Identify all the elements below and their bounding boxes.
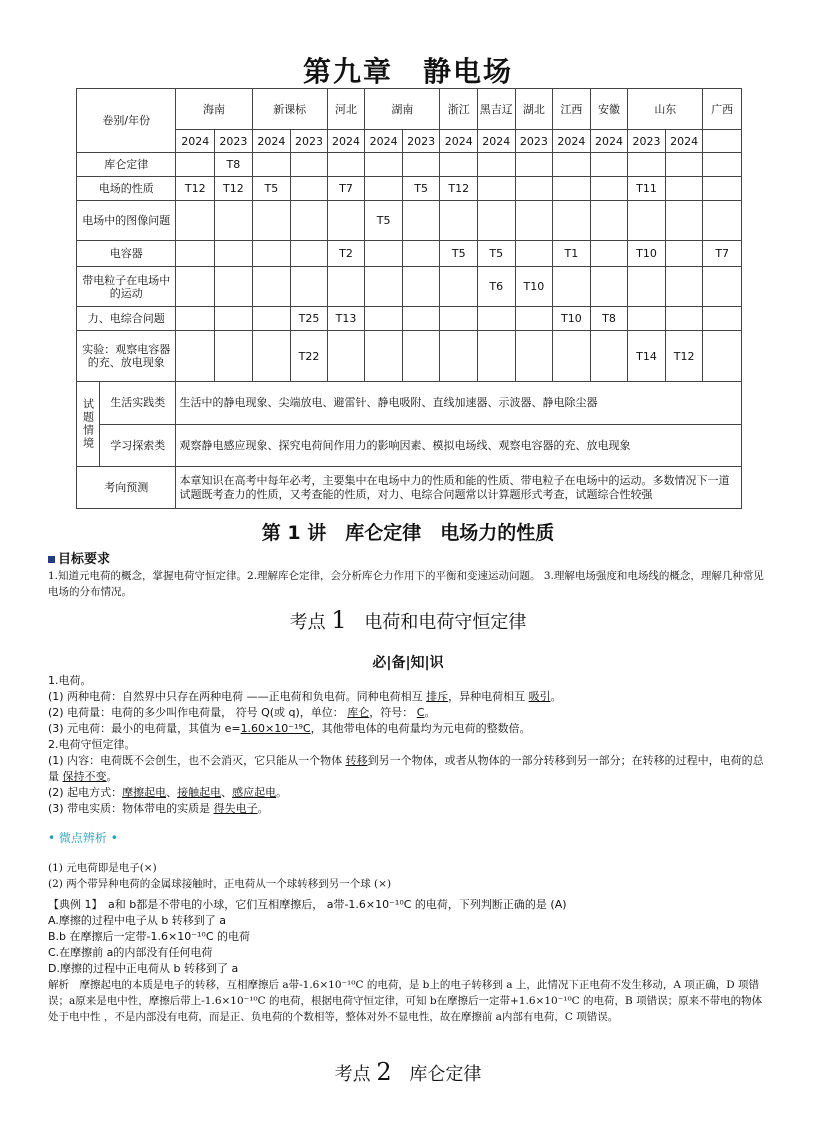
goals-text: 1.知道元电荷的概念，掌握电荷守恒定律。2.理解库仑定律，会分析库仑力作用下的平衡和变速运动问题。 3.理解电场强度和电场线的概念，理解几种常见电场的分布情况。 (48, 570, 764, 598)
year-cell: 2024 (478, 130, 516, 153)
topic-label: 电容器 (77, 241, 176, 267)
question-cell (176, 201, 215, 241)
judge-item: (2) 两个带异种电荷的金属球接触时，正电荷从一个球转移到另一个球 (×) (48, 878, 392, 890)
question-cell (515, 177, 553, 201)
question-cell: T12 (440, 177, 478, 201)
question-cell: T2 (327, 241, 365, 267)
question-cell (252, 201, 291, 241)
topic-row (77, 307, 742, 331)
question-cell (402, 153, 440, 177)
kp2-prefix: 考点 (334, 1064, 371, 1085)
question-cell (665, 201, 703, 241)
year-cell: 2024 (365, 130, 403, 153)
option-a: A.摩擦的过程中电子从 b 转移到了 a (48, 914, 227, 927)
question-cell: T22 (291, 331, 328, 382)
table-header-label: 卷别/年份 (77, 89, 176, 153)
question-cell: T7 (327, 177, 365, 201)
question-cell (291, 241, 328, 267)
question-cell (365, 153, 403, 177)
kp2-num: 2 (376, 1058, 392, 1086)
question-cell (402, 307, 440, 331)
year-cell: 2024 (553, 130, 591, 153)
kp2-title (0, 1058, 816, 1086)
goals-heading-text: 目标要求 (58, 552, 111, 567)
question-cell (703, 267, 742, 307)
question-cell (252, 241, 291, 267)
topic-row (77, 177, 742, 201)
question-cell (628, 267, 666, 307)
question-cell (665, 307, 703, 331)
study-label: 学习探索类 (110, 438, 166, 452)
region-header: 新课标 (252, 89, 327, 130)
question-cell: T8 (215, 153, 253, 177)
topic-label: 电场中的图像问题 (77, 201, 176, 241)
question-cell (402, 331, 440, 382)
question-cell (440, 201, 478, 241)
question-cell (365, 267, 403, 307)
question-cell (215, 241, 253, 267)
region-header: 湖北 (515, 89, 553, 130)
option-b: B.b 在摩擦后一定带-1.6×10⁻¹⁰C 的电荷 (48, 930, 251, 943)
content-line: 1.电荷。 (48, 674, 92, 687)
question-cell (515, 201, 553, 241)
question-cell (327, 153, 365, 177)
question-cell (478, 331, 516, 382)
topic-row (77, 331, 742, 382)
question-cell (327, 331, 365, 382)
question-cell (365, 241, 403, 267)
question-cell (291, 201, 328, 241)
year-cell: 2023 (402, 130, 440, 153)
situation-label: 试题情境 (77, 382, 100, 466)
year-cell: 2023 (515, 130, 553, 153)
question-cell (327, 267, 365, 307)
question-cell (215, 201, 253, 241)
content-line: (3) 元电荷：最小的电荷量，其值为 e=1.60×10⁻¹⁹C，其他带电体的电荷量均为元电荷的整数倍。 (48, 722, 531, 735)
content-line: (2) 起电方式：摩擦起电、接触起电、感应起电。 (48, 786, 288, 799)
region-header: 黑吉辽 (478, 89, 516, 130)
question-cell (665, 241, 703, 267)
exam-distribution-table (76, 88, 742, 509)
question-cell (402, 241, 440, 267)
question-cell (590, 241, 628, 267)
question-cell: T5 (478, 241, 516, 267)
question-cell (176, 307, 215, 331)
topic-label: 实验：观察电容器的充、放电现象 (77, 331, 176, 382)
question-cell (252, 331, 291, 382)
question-cell: T6 (478, 267, 516, 307)
question-cell (291, 177, 328, 201)
analysis-text: 解析 摩擦起电的本质是电子的转移，互相摩擦后 a带-1.6×10⁻¹⁰C 的电荷，是 b上的电子转移到 a 上，此情况下正电荷不发生移动，A 项正确，D 项错误；a原来是电中性，摩擦后带上-1.6×10⁻¹⁰C 的电荷，根据电荷守恒定律，可知 b在摩擦后一定带+1.6×10⁻¹⁰C 的电荷，B 项错误；原来不带电的物体处于电中性 ，不是内部没有电荷，而是正、负电荷的个数相等，整体对外不显电性，故在摩擦前 a内部有电荷，C 项错误。 (48, 979, 763, 1023)
question-cell: T25 (291, 307, 328, 331)
life-label: 生活实践类 (100, 382, 175, 425)
question-cell: T12 (665, 331, 703, 382)
question-cell (440, 331, 478, 382)
question-cell (703, 331, 742, 382)
question-cell (515, 331, 553, 382)
question-cell (628, 201, 666, 241)
question-cell (176, 331, 215, 382)
content-line: (2) 电荷量：电荷的多少叫作电荷量， 符号 Q(或 q)，单位： 库仑，符号： C。 (48, 706, 436, 719)
question-cell (176, 267, 215, 307)
year-cell: 2023 (291, 130, 328, 153)
example-block (48, 897, 768, 1025)
year-cell: 2024 (665, 130, 703, 153)
question-cell (590, 267, 628, 307)
question-cell: T13 (327, 307, 365, 331)
question-cell: T1 (553, 241, 591, 267)
forecast-text: 本章知识在高考中每年必考，主要集中在电场中力的性质和能的性质、带电粒子在电场中的运动。多数情况下一道试题既考查力的性质，又考查能的性质，对力、电综合问题常以计算题形式考查，试题综合性较强 (176, 467, 742, 509)
kp1-prefix: 考点 (289, 612, 326, 633)
year-cell: 2024 (440, 130, 478, 153)
question-cell: T14 (628, 331, 666, 382)
question-cell (590, 177, 628, 201)
content-line: 2.电荷守恒定律。 (48, 738, 136, 751)
year-cell: 2023 (628, 130, 666, 153)
question-cell (553, 201, 591, 241)
square-bullet-icon (48, 556, 55, 563)
question-cell (215, 267, 253, 307)
question-cell (703, 153, 742, 177)
topic-label: 带电粒子在电场中的运动 (77, 267, 176, 307)
year-cell: 2024 (252, 130, 291, 153)
question-cell (478, 177, 516, 201)
question-cell (440, 153, 478, 177)
question-cell (628, 153, 666, 177)
question-cell (553, 331, 591, 382)
question-cell (252, 307, 291, 331)
question-cell (215, 331, 253, 382)
lecture-title: 第 1 讲 库仑定律 电场力的性质 (261, 522, 555, 544)
region-header: 安徽 (590, 89, 628, 130)
weidian-heading: • 微点辨析 • (48, 831, 118, 845)
question-cell (515, 153, 553, 177)
question-cell (553, 177, 591, 201)
question-cell: T11 (628, 177, 666, 201)
question-cell (590, 153, 628, 177)
question-cell: T7 (703, 241, 742, 267)
question-cell: T12 (176, 177, 215, 201)
option-d: D.摩擦的过程中正电荷从 b 转移到了 a (48, 962, 239, 975)
year-cell: 2024 (176, 130, 215, 153)
question-cell (215, 307, 253, 331)
question-cell (590, 201, 628, 241)
question-cell: T10 (628, 241, 666, 267)
question-cell (291, 153, 328, 177)
question-cell (665, 177, 703, 201)
content-line: (3) 带电实质：物体带电的实质是 得失电子。 (48, 802, 269, 815)
question-cell (478, 307, 516, 331)
goals-heading (48, 548, 110, 567)
question-cell: T10 (515, 267, 553, 307)
question-cell (327, 201, 365, 241)
question-cell: T10 (553, 307, 591, 331)
topic-label: 库仑定律 (77, 153, 176, 177)
question-cell: T5 (365, 201, 403, 241)
topic-row (77, 201, 742, 241)
question-cell (440, 307, 478, 331)
question-cell (553, 267, 591, 307)
option-c: C.在摩擦前 a的内部没有任何电荷 (48, 946, 213, 959)
question-cell (402, 201, 440, 241)
topic-row (77, 267, 742, 307)
question-cell (515, 307, 553, 331)
kp1-num: 1 (331, 606, 347, 634)
year-cell (703, 130, 742, 153)
content-line: (1) 内容：电荷既不会创生，也不会消灭，它只能从一个物体 转移到另一个物体，或者从物体的一部分转移到另一部分；在转移的过程中，电荷的总量 保持不变。 (48, 754, 764, 783)
question-cell (628, 307, 666, 331)
topic-label: 电场的性质 (77, 177, 176, 201)
topic-row (77, 153, 742, 177)
question-cell (365, 307, 403, 331)
kp1-title-text: 电荷和电荷守恒定律 (364, 612, 527, 633)
question-cell (402, 267, 440, 307)
question-cell (665, 153, 703, 177)
question-cell (478, 153, 516, 177)
question-cell: T5 (252, 177, 291, 201)
study-text: 观察静电感应现象、探究电荷间作用力的影响因素、模拟电场线、观察电容器的充、放电现象 (176, 424, 742, 467)
question-cell: T5 (402, 177, 440, 201)
question-cell (440, 267, 478, 307)
year-cell: 2024 (327, 130, 365, 153)
topic-row (77, 241, 742, 267)
question-cell (291, 267, 328, 307)
region-header: 海南 (176, 89, 252, 130)
content-line: (1) 两种电荷：自然界中只存在两种电荷 ——正电荷和负电荷。同种电荷相互 排斥，异种电荷相互 吸引。 (48, 690, 562, 703)
question-cell (590, 331, 628, 382)
question-cell (176, 153, 215, 177)
situation-cell (77, 382, 176, 467)
year-cell: 2024 (590, 130, 628, 153)
question-cell (703, 177, 742, 201)
question-cell (553, 153, 591, 177)
region-header: 湖南 (365, 89, 440, 130)
question-cell (365, 177, 403, 201)
life-text: 生活中的静电现象、尖端放电、避雷针、静电吸附、直线加速器、示波器、静电除尘器 (176, 382, 742, 425)
question-cell (176, 241, 215, 267)
judge-item: (1) 元电荷即是电子(×) (48, 862, 157, 874)
region-header: 河北 (327, 89, 365, 130)
question-cell (665, 267, 703, 307)
question-cell (703, 307, 742, 331)
must-know-heading: 必|备|知|识 (372, 655, 444, 671)
kp1-title (0, 606, 816, 634)
example-stem: 【典例 1】 a和 b都是不带电的小球，它们互相摩擦后， a带-1.6×10⁻¹⁰C 的电荷，下列判断正确的是 (A) (48, 898, 567, 911)
region-header: 山东 (628, 89, 703, 130)
question-cell (515, 241, 553, 267)
question-cell: T12 (215, 177, 253, 201)
question-cell (365, 331, 403, 382)
topic-label: 力、电综合问题 (77, 307, 176, 331)
question-cell: T5 (440, 241, 478, 267)
region-header: 广西 (703, 89, 742, 130)
judge-block (48, 860, 768, 892)
question-cell: T8 (590, 307, 628, 331)
question-cell (703, 201, 742, 241)
question-cell (252, 267, 291, 307)
region-header: 浙江 (440, 89, 478, 130)
kp2-title-text: 库仑定律 (409, 1064, 482, 1085)
chapter-title: 第九章 静电场 (302, 55, 513, 88)
content-block (48, 673, 768, 817)
question-cell (252, 153, 291, 177)
forecast-label: 考向预测 (77, 467, 176, 509)
question-cell (478, 201, 516, 241)
region-header: 江西 (553, 89, 591, 130)
year-cell: 2023 (215, 130, 253, 153)
